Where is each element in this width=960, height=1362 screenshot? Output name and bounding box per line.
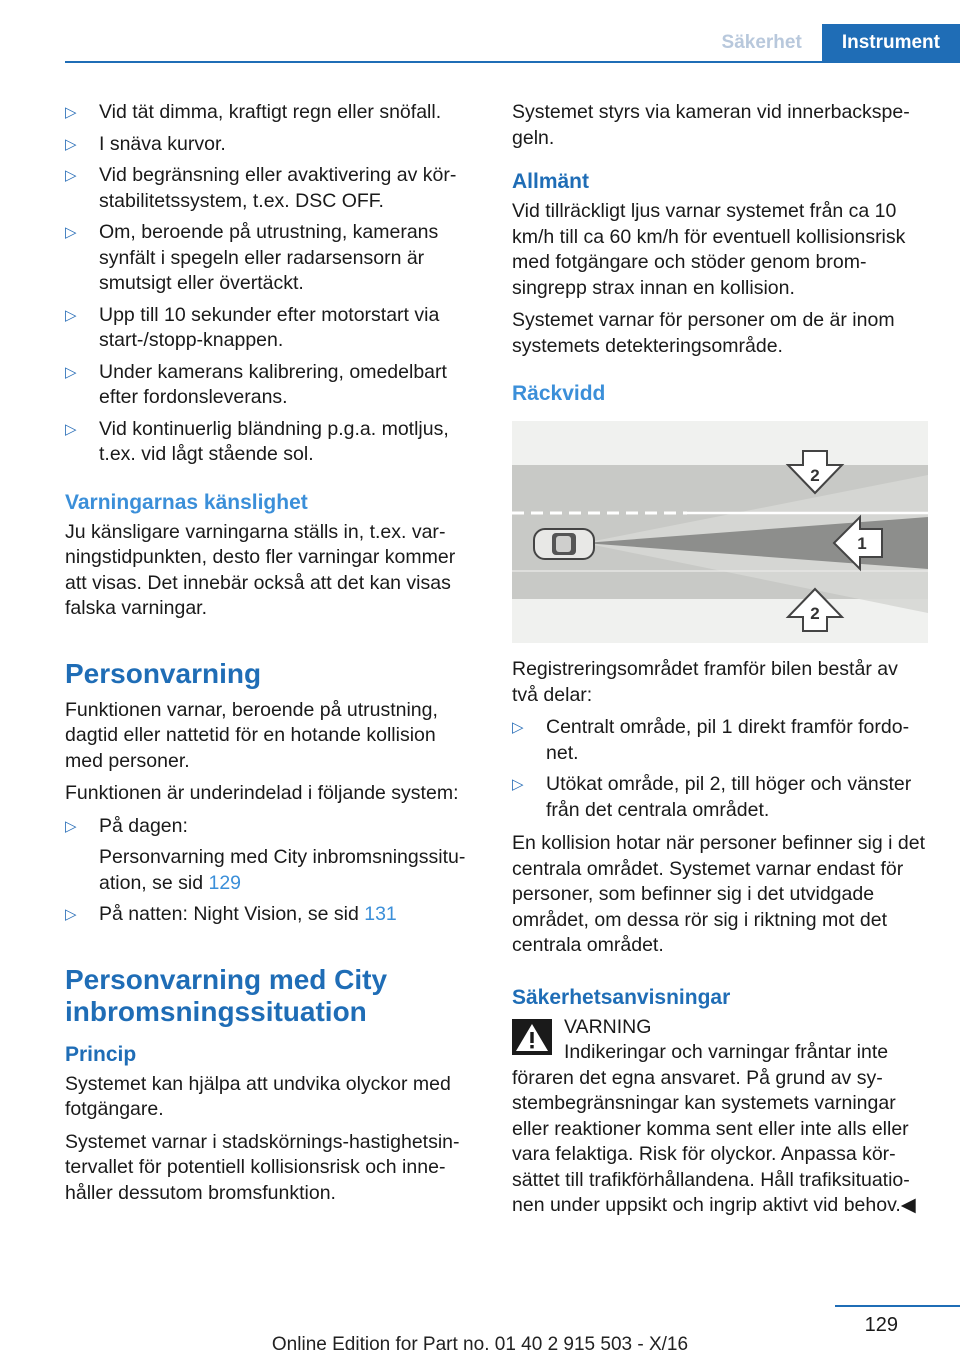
edition-footer: Online Edition for Part no. 01 40 2 915 503 - X/16 (271, 1334, 689, 1355)
bullet-triangle-icon: ▷ (65, 363, 77, 381)
bullet-triangle-icon: ▷ (65, 104, 77, 121)
bullet-triangle-icon: ▷ (512, 719, 524, 736)
rackvidd-heading: Räckvidd (512, 382, 606, 405)
list-item: ▷ Vid kontinuerlig bländning p.g.a. motljus, t.ex. vid lågt stående sol. (65, 417, 449, 465)
bullet-triangle-icon: ▷ (65, 817, 77, 835)
list-item: ▷ Utökat område, pil 2, till höger och vänster från det centrala området. (512, 773, 912, 821)
car-icon (534, 529, 594, 559)
arrow-label-bottom: 2 (810, 604, 820, 623)
personvarning-paragraph: Funktionen varnar, beroende på utrustning, dagtid eller nattetid för en hotande kollision med personer. (65, 698, 438, 772)
system-list (65, 814, 475, 928)
bullet-triangle-icon: ▷ (65, 306, 77, 324)
list-item: ▷ Vid begränsning eller avaktivering av körstabilitetssystem, t.ex. DSC OFF. (65, 164, 457, 212)
tab-sakerhet[interactable]: Säkerhet (702, 24, 822, 62)
limitations-list (65, 100, 475, 468)
header-tabs (702, 24, 960, 62)
list-item: ▷ Upp till 10 sekunder efter motorstart via start-/stopp-knappen. (65, 303, 440, 351)
tab-instrument[interactable]: Instrument (822, 24, 960, 62)
warning-box (512, 1015, 928, 1219)
footer-rule (835, 1305, 960, 1307)
city-heading: Personvarning med City inbromsningssituation (65, 963, 388, 1027)
list-item: ▷ På dagen: Personvarning med City inbromsningssituation, se sid 129 (65, 814, 475, 897)
warning-triangle-icon (512, 1019, 552, 1055)
list-item: ▷ Under kamerans kalibrering, omedelbart efter fordonsleverans. (65, 360, 447, 408)
bullet-triangle-icon: ▷ (65, 906, 77, 923)
warning-title: VARNING (564, 1015, 652, 1038)
header-rule (65, 61, 960, 63)
list-item: ▷ På natten: Night Vision, se sid 131 (65, 902, 475, 928)
sensitivity-heading: Varningarnas känslighet (65, 490, 308, 514)
allmant-paragraph-2: Systemet varnar för personer om de är inom systemets detekteringsområde. (512, 309, 895, 357)
warning-text: Indikeringar och varningar fråntar inte föraren det egna ansvaret. På grund av systembegränsningar kan systemets varningar eller reaktioner komma sent eller inte alls eller vara felaktiga. Risk för olyckor. Anpassa körsättet till trafikförhållandena. Håll trafiksituationen under uppsikt och ingrip aktivt vid behov.◀ (512, 1041, 916, 1216)
princip-paragraph-2: Systemet varnar i stadskörnings-hastighetsintervallet för potentiell kollisionsrisk och innehåller dessutom bromsfunktion. (65, 1130, 460, 1204)
allmant-heading: Allmänt (512, 170, 590, 193)
day-detail: Personvarning med City inbromsningssituation, se sid 129 (99, 846, 466, 894)
detection-range-figure (512, 421, 928, 643)
sensitivity-text: Ju känsligare varningarna ställs in, t.ex. varningstidpunkten, desto fler varningar kommer att visas. Det innebär också att det kan visas falska varningar. (65, 520, 456, 619)
left-column (65, 100, 475, 1213)
page-link-129[interactable]: 129 (208, 871, 242, 894)
arrow-label-middle: 1 (857, 534, 867, 553)
right-column (512, 100, 928, 1219)
list-item: ▷ Om, beroende på utrustning, kamerans synfält i spegeln eller radarsensorn är smutsigt eller övertäckt. (65, 221, 439, 294)
bullet-triangle-icon: ▷ (65, 135, 77, 153)
bullet-triangle-icon: ▷ (65, 420, 77, 438)
page-number: 129 (864, 1314, 898, 1336)
list-item: ▷ Vid tät dimma, kraftigt regn eller snöfall. (65, 100, 475, 126)
registration-text: Registreringsområdet framför bilen består av två delar: (512, 658, 898, 706)
princip-paragraph: Systemet kan hjälpa att undvika olyckor med fotgängare. (65, 1072, 451, 1120)
bullet-triangle-icon: ▷ (65, 224, 77, 241)
intro-text: Systemet styrs via kameran vid innerbackspegeln. (512, 101, 910, 149)
personvarning-heading: Personvarning (65, 657, 262, 689)
personvarning-paragraph-2: Funktionen är underindelad i följande system: (65, 782, 459, 804)
bullet-triangle-icon: ▷ (512, 776, 524, 793)
safety-heading: Säkerhetsanvisningar (512, 985, 731, 1009)
bullet-triangle-icon: ▷ (65, 167, 77, 184)
list-item: ▷ I snäva kurvor. (65, 132, 475, 158)
allmant-paragraph: Vid tillräckligt ljus varnar systemet från ca 10 km/h till ca 60 km/h för eventuell kollisionsrisk med fotgängare och stöder genom bromsingrepp strax innan en kollision. (512, 200, 906, 299)
collision-text: En kollision hotar när personer befinner sig i det centrala området. Systemet varnar endast för personer, som befinner sig i det utvidgade området, om dessa rör sig i riktning mot det centrala området. (512, 832, 925, 956)
arrow-label-top: 2 (810, 466, 820, 485)
princip-heading: Princip (65, 1042, 137, 1066)
page-link-131[interactable]: 131 (364, 903, 397, 925)
list-item: ▷ Centralt område, pil 1 direkt framför fordonet. (512, 716, 910, 764)
area-list (512, 715, 928, 823)
detection-range-illustration (512, 421, 928, 643)
